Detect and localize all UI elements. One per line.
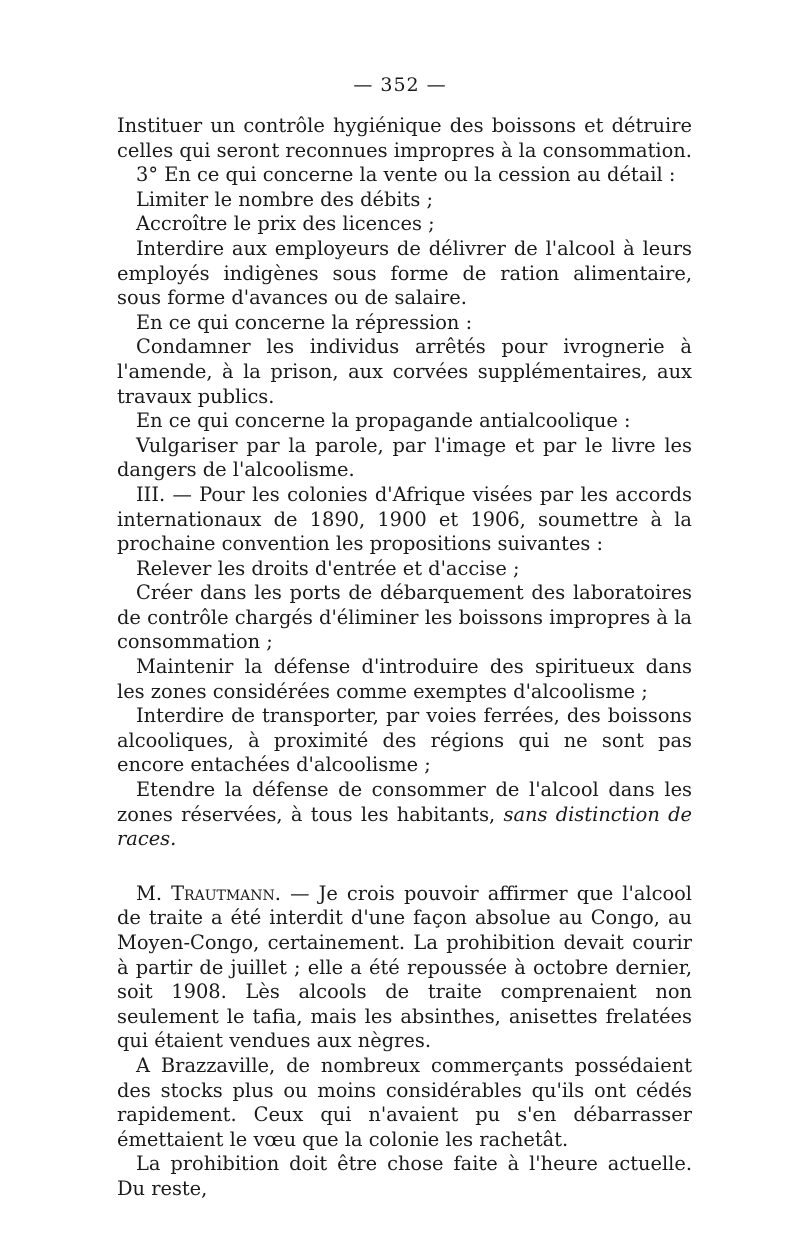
paragraph: Relever les droits d'entrée et d'accise ;	[136, 556, 520, 580]
speaker-text: — Je crois pouvoir affirmer que l'alcool de traite a été interdit d'une façon absolue au Congo, au Moyen-Congo, certainement. La prohibition devait courir à partir de juillet ; elle a été repoussée à octobre dernier, soit 1908. Lès alcools de traite comprenaient non seulement le tafia, mais les absinthes, anisettes frelatées qui étaient vendues aux nègres.	[117, 881, 692, 1053]
paragraph: La prohibition doit être chose faite à l'heure actuelle. Du reste,	[117, 1152, 692, 1200]
italic-phrase: sans distinction de races.	[117, 802, 692, 851]
body-text	[117, 114, 692, 1202]
paragraph: Vulgariser par la parole, par l'image et par le livre les dangers de l'alcoolisme.	[117, 433, 692, 482]
paragraph: Condamner les individus arrêtés pour ivrognerie à l'amende, à la prison, aux corvées supplémentaires, aux travaux publics.	[117, 335, 692, 408]
paragraph: Limiter le nombre des débits ;	[136, 187, 434, 211]
paragraph: Interdire de transporter, par voies ferrées, des boissons alcooliques, à proximité des régions qui ne sont pas encore entachées d'alcoolisme ;	[117, 704, 692, 777]
paragraph: III. — Pour les colonies d'Afrique visées par les accords internationaux de 1890, 1900 et 1906, soumettre à la prochaine convention les propositions suivantes :	[117, 482, 692, 556]
paragraph: En ce qui concerne la répression :	[136, 310, 473, 334]
page-number: — 352 —	[353, 74, 447, 96]
speaker-name: Trautmann.	[171, 881, 281, 905]
paragraph: Instituer un contrôle hygiénique des boissons et détruire celles qui seront reconnues impropres à la consommation.	[117, 114, 692, 162]
paragraph: Interdire aux employeurs de délivrer de l'alcool à leurs employés indigènes sous forme de ration alimentaire, sous forme d'avances ou de salaire.	[117, 236, 692, 310]
speaker-prefix: M.	[136, 881, 172, 905]
paragraph-text: Etendre la défense de consommer de l'alcool dans les zones réservées, à tous les habitants,	[117, 778, 692, 826]
section-gap	[117, 852, 692, 882]
paragraph: Créer dans les ports de débarquement des laboratoires de contrôle chargés d'éliminer les boissons impropres à la consommation ;	[117, 581, 692, 654]
paragraph	[117, 778, 692, 852]
paragraph: En ce qui concerne la propagande antialcoolique :	[136, 409, 631, 433]
paragraph: 3° En ce qui concerne la vente ou la cession au détail :	[136, 163, 676, 187]
paragraph: Maintenir la défense d'introduire des spiritueux dans les zones considérées comme exemptes d'alcoolisme ;	[117, 655, 692, 703]
speaker-paragraph	[117, 882, 692, 1054]
paragraph: Accroître le prix des licences ;	[136, 212, 435, 236]
paragraph: A Brazzaville, de nombreux commerçants possédaient des stocks plus ou moins considérables qu'ils ont cédés rapidement. Ceux qui n'avaient pu s'en débarrasser émettaient le vœu que la colonie les rachetât.	[117, 1053, 692, 1151]
